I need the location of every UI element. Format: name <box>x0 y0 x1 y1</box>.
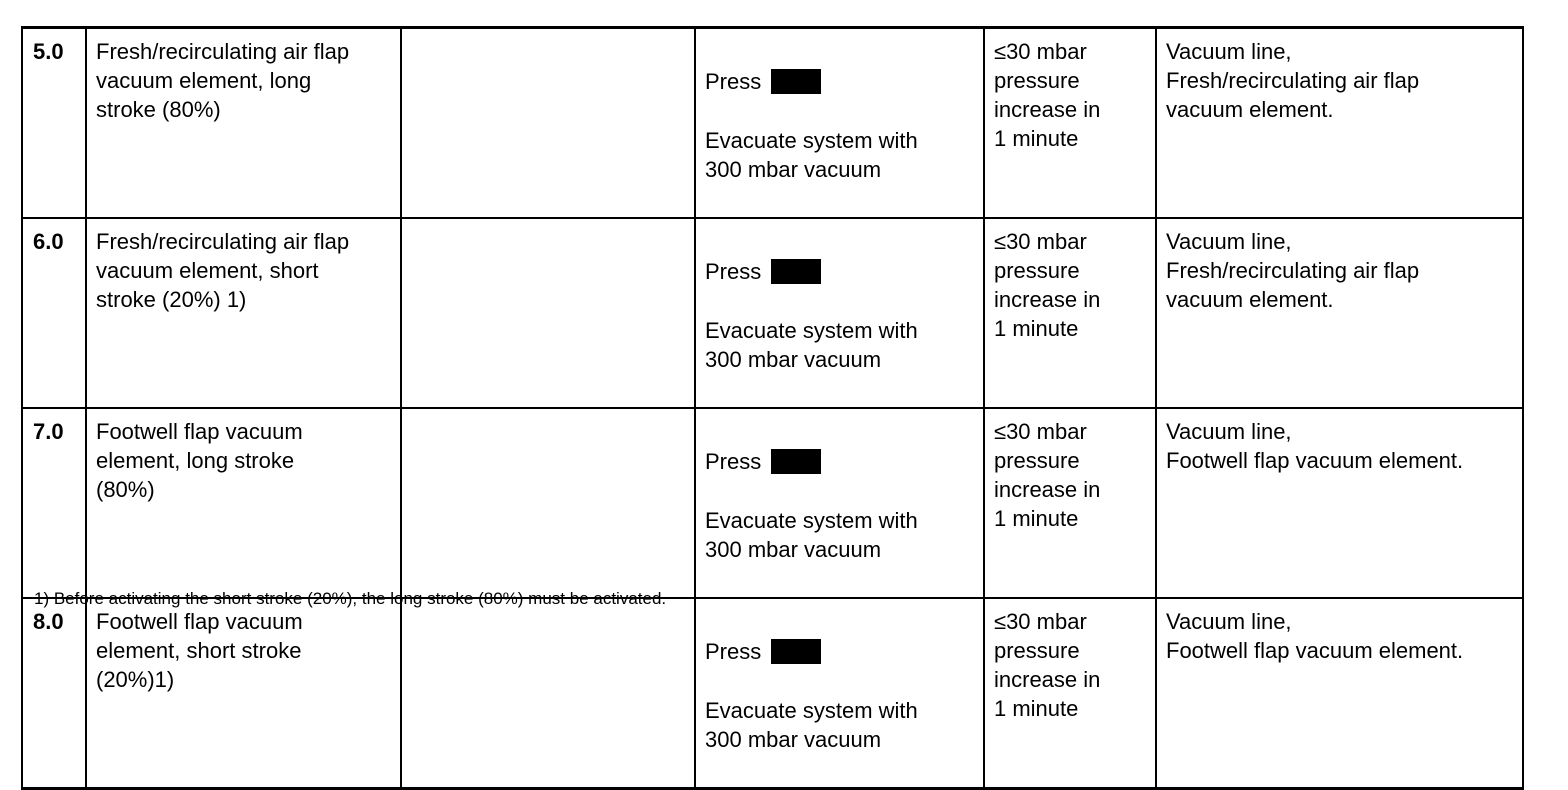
blank-cell <box>401 28 695 219</box>
procedure-text: Evacuate system with 300 mbar vacuum <box>705 508 918 562</box>
blank-cell <box>401 408 695 598</box>
press-label: Press <box>705 449 762 474</box>
component-cell: Footwell flap vacuum element, short stroke (20%)1) <box>86 598 401 789</box>
press-label: Press <box>705 259 762 284</box>
press-line <box>705 256 974 287</box>
procedure-cell <box>695 218 984 408</box>
footnote: 1) Before activating the short stroke (20%), the long stroke (80%) must be activated. <box>34 589 667 608</box>
table-row <box>22 598 1523 789</box>
procedure-cell <box>695 408 984 598</box>
table-row <box>22 28 1523 219</box>
step-number: 5.0 <box>22 28 86 219</box>
table-row <box>22 408 1523 598</box>
blank-cell <box>401 218 695 408</box>
press-label: Press <box>705 69 762 94</box>
footwell-button-icon <box>771 639 821 664</box>
check-cell: Vacuum line, Fresh/recirculating air flap vacuum element. <box>1156 218 1523 408</box>
spec-cell: ≤30 mbar pressure increase in 1 minute <box>984 598 1156 789</box>
procedure-cell <box>695 598 984 789</box>
spec-cell: ≤30 mbar pressure increase in 1 minute <box>984 218 1156 408</box>
component-cell: Fresh/recirculating air flap vacuum element, long stroke (80%) <box>86 28 401 219</box>
vacuum-test-table <box>21 26 1524 790</box>
blank-cell <box>401 598 695 789</box>
component-cell: Footwell flap vacuum element, long stroke (80%) <box>86 408 401 598</box>
step-number: 6.0 <box>22 218 86 408</box>
procedure-text: Evacuate system with 300 mbar vacuum <box>705 698 918 752</box>
vent-footwell-button-icon <box>771 259 821 284</box>
spec-cell: ≤30 mbar pressure increase in 1 minute <box>984 408 1156 598</box>
check-cell: Vacuum line, Fresh/recirculating air flap vacuum element. <box>1156 28 1523 219</box>
press-line <box>705 636 974 667</box>
press-line <box>705 66 974 97</box>
table-row <box>22 218 1523 408</box>
press-label: Press <box>705 639 762 664</box>
check-cell: Vacuum line, Footwell flap vacuum element. <box>1156 408 1523 598</box>
procedure-text: Evacuate system with 300 mbar vacuum <box>705 128 918 182</box>
component-cell: Fresh/recirculating air flap vacuum element, short stroke (20%) 1) <box>86 218 401 408</box>
spec-cell: ≤30 mbar pressure increase in 1 minute <box>984 28 1156 219</box>
step-number: 8.0 <box>22 598 86 789</box>
defrost-button-icon <box>771 449 821 474</box>
check-cell: Vacuum line, Footwell flap vacuum element. <box>1156 598 1523 789</box>
procedure-cell <box>695 28 984 219</box>
step-number: 7.0 <box>22 408 86 598</box>
press-line <box>705 446 974 477</box>
procedure-text: Evacuate system with 300 mbar vacuum <box>705 318 918 372</box>
defrost-button-icon <box>771 69 821 94</box>
